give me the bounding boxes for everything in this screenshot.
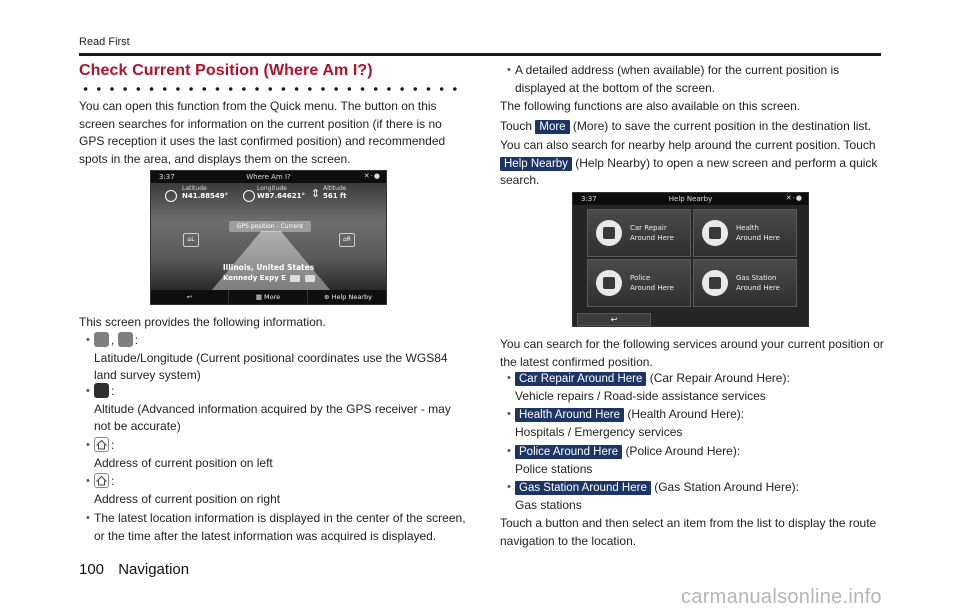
signal-icon: ✕·● xyxy=(363,172,381,180)
running-header: Read First xyxy=(79,36,130,48)
status-bar xyxy=(573,193,808,205)
police-badge-icon xyxy=(596,270,622,296)
grid-icon: ▦ xyxy=(255,293,262,301)
closing-paragraph: Touch a button and then select an item from the list to display the route navigation to the location. xyxy=(500,516,877,548)
help-nearby-paragraph: You can also search for nearby help around the current position. Touch Help Nearby (Help Nearby) to open a new screen and perform a quick search. xyxy=(500,138,878,187)
police-tag: Police Around Here xyxy=(515,445,622,459)
status-bar xyxy=(151,171,386,183)
back-button[interactable] xyxy=(151,290,229,304)
longitude-readout: Longitude W87.64621° xyxy=(257,185,305,200)
gas-pump-icon xyxy=(702,270,728,296)
help-nearby-button[interactable]: ⊕ Help Nearby xyxy=(324,293,372,301)
clock: 3:37 xyxy=(159,173,175,181)
back-button[interactable] xyxy=(577,313,651,326)
gas-station-tag: Gas Station Around Here xyxy=(515,481,651,495)
screen-title: Where Am I? xyxy=(246,173,291,181)
altitude-icon: ⇕ xyxy=(311,187,321,200)
bullet-right-address: • : Address of current position on right xyxy=(86,474,281,506)
globe-icon xyxy=(165,190,177,202)
address-line-2: Kennedy Expy E xyxy=(223,274,315,282)
page-number: 100 xyxy=(79,561,105,578)
car-repair-icon xyxy=(596,220,622,246)
gps-position-label: GPS position - Current xyxy=(229,221,311,232)
police-tile[interactable]: Police Around Here xyxy=(587,259,691,307)
help-nearby-screenshot xyxy=(572,192,809,327)
header-rule xyxy=(79,53,881,56)
latitude-readout: Latitude N41.88549° xyxy=(182,185,229,200)
bullet-altitude: • : Altitude (Advanced information acquired by the GPS receiver - may not be accurate) xyxy=(86,384,451,433)
longitude-globe-icon xyxy=(118,332,133,347)
bullet-latest-location: • The latest location information is displayed in the center of the screen, or the time after the latest information was acquired is displayed. xyxy=(86,511,466,543)
car-repair-tag: Car Repair Around Here xyxy=(515,372,646,386)
signal-icon: ✕·● xyxy=(785,194,803,202)
highway-shield-icon xyxy=(305,275,315,282)
page-footer xyxy=(79,561,189,578)
health-cross-icon xyxy=(702,220,728,246)
highway-shield-icon xyxy=(290,275,300,282)
more-paragraph: Touch More (More) to save the current position in the destination list. xyxy=(500,119,872,133)
left-address-house-icon[interactable]: ⌂L xyxy=(183,233,199,247)
service-police: • Police Around Here (Police Around Here): Police stations xyxy=(507,444,741,476)
screen-title: Help Nearby xyxy=(668,195,713,203)
address-line-1: Illinois, United States xyxy=(222,263,315,272)
right-address-house-icon[interactable]: ⌂R xyxy=(339,233,355,247)
bullet-detailed-address: • A detailed address (when available) for the current position is displayed at the bottom of the screen. xyxy=(507,63,840,95)
search-icon: ⊕ xyxy=(324,293,330,301)
where-am-i-screenshot xyxy=(150,170,387,305)
info-intro: This screen provides the following information. xyxy=(79,315,326,329)
health-tile[interactable]: Health Around Here xyxy=(693,209,797,257)
globe-icon xyxy=(243,190,255,202)
more-button[interactable]: ▦ More xyxy=(229,290,308,304)
service-car-repair: • Car Repair Around Here (Car Repair Around Here): Vehicle repairs / Road-side assistance services xyxy=(507,371,790,403)
car-repair-tile[interactable]: Car Repair Around Here xyxy=(587,209,691,257)
watermark: carmanualsonline.info xyxy=(681,586,882,608)
latitude-globe-icon xyxy=(94,332,109,347)
screen-bottom-bar xyxy=(151,290,386,304)
house-left-icon xyxy=(94,437,109,452)
service-gas-station: • Gas Station Around Here (Gas Station Around Here): Gas stations xyxy=(507,480,799,512)
dotted-divider xyxy=(79,85,461,93)
service-health: • Health Around Here (Health Around Here): Hospitals / Emergency services xyxy=(507,407,745,439)
gas-station-tile[interactable]: Gas Station Around Here xyxy=(693,259,797,307)
back-arrow-icon: ↩ xyxy=(610,315,618,324)
more-tag: More xyxy=(535,120,569,134)
bullet-left-address: • : Address of current position on left xyxy=(86,438,273,470)
altitude-readout: Altitude 561 ft xyxy=(323,185,347,200)
help-nearby-tag: Help Nearby xyxy=(500,157,572,171)
intro-paragraph: You can open this function from the Quick menu. The button on this screen searches for information on the current position (if there is no GPS reception it uses the last confirmed position) and recommended spots in the area, and displays them on the screen. xyxy=(79,99,446,166)
section-title: Check Current Position (Where Am I?) xyxy=(79,62,373,79)
health-tag: Health Around Here xyxy=(515,408,624,422)
chapter-name: Navigation xyxy=(118,561,190,578)
services-intro: You can search for the following services around your current position or the latest confirmed position. xyxy=(500,337,884,369)
functions-intro: The following functions are also available on this screen. xyxy=(500,99,801,113)
bullet-latlong: • , : Latitude/Longitude (Current positional coordinates use the WGS84 land survey system) xyxy=(86,333,448,382)
clock: 3:37 xyxy=(581,195,597,203)
house-right-icon xyxy=(94,473,109,488)
altitude-icon xyxy=(94,383,109,398)
back-arrow-icon: ↩ xyxy=(186,293,193,301)
